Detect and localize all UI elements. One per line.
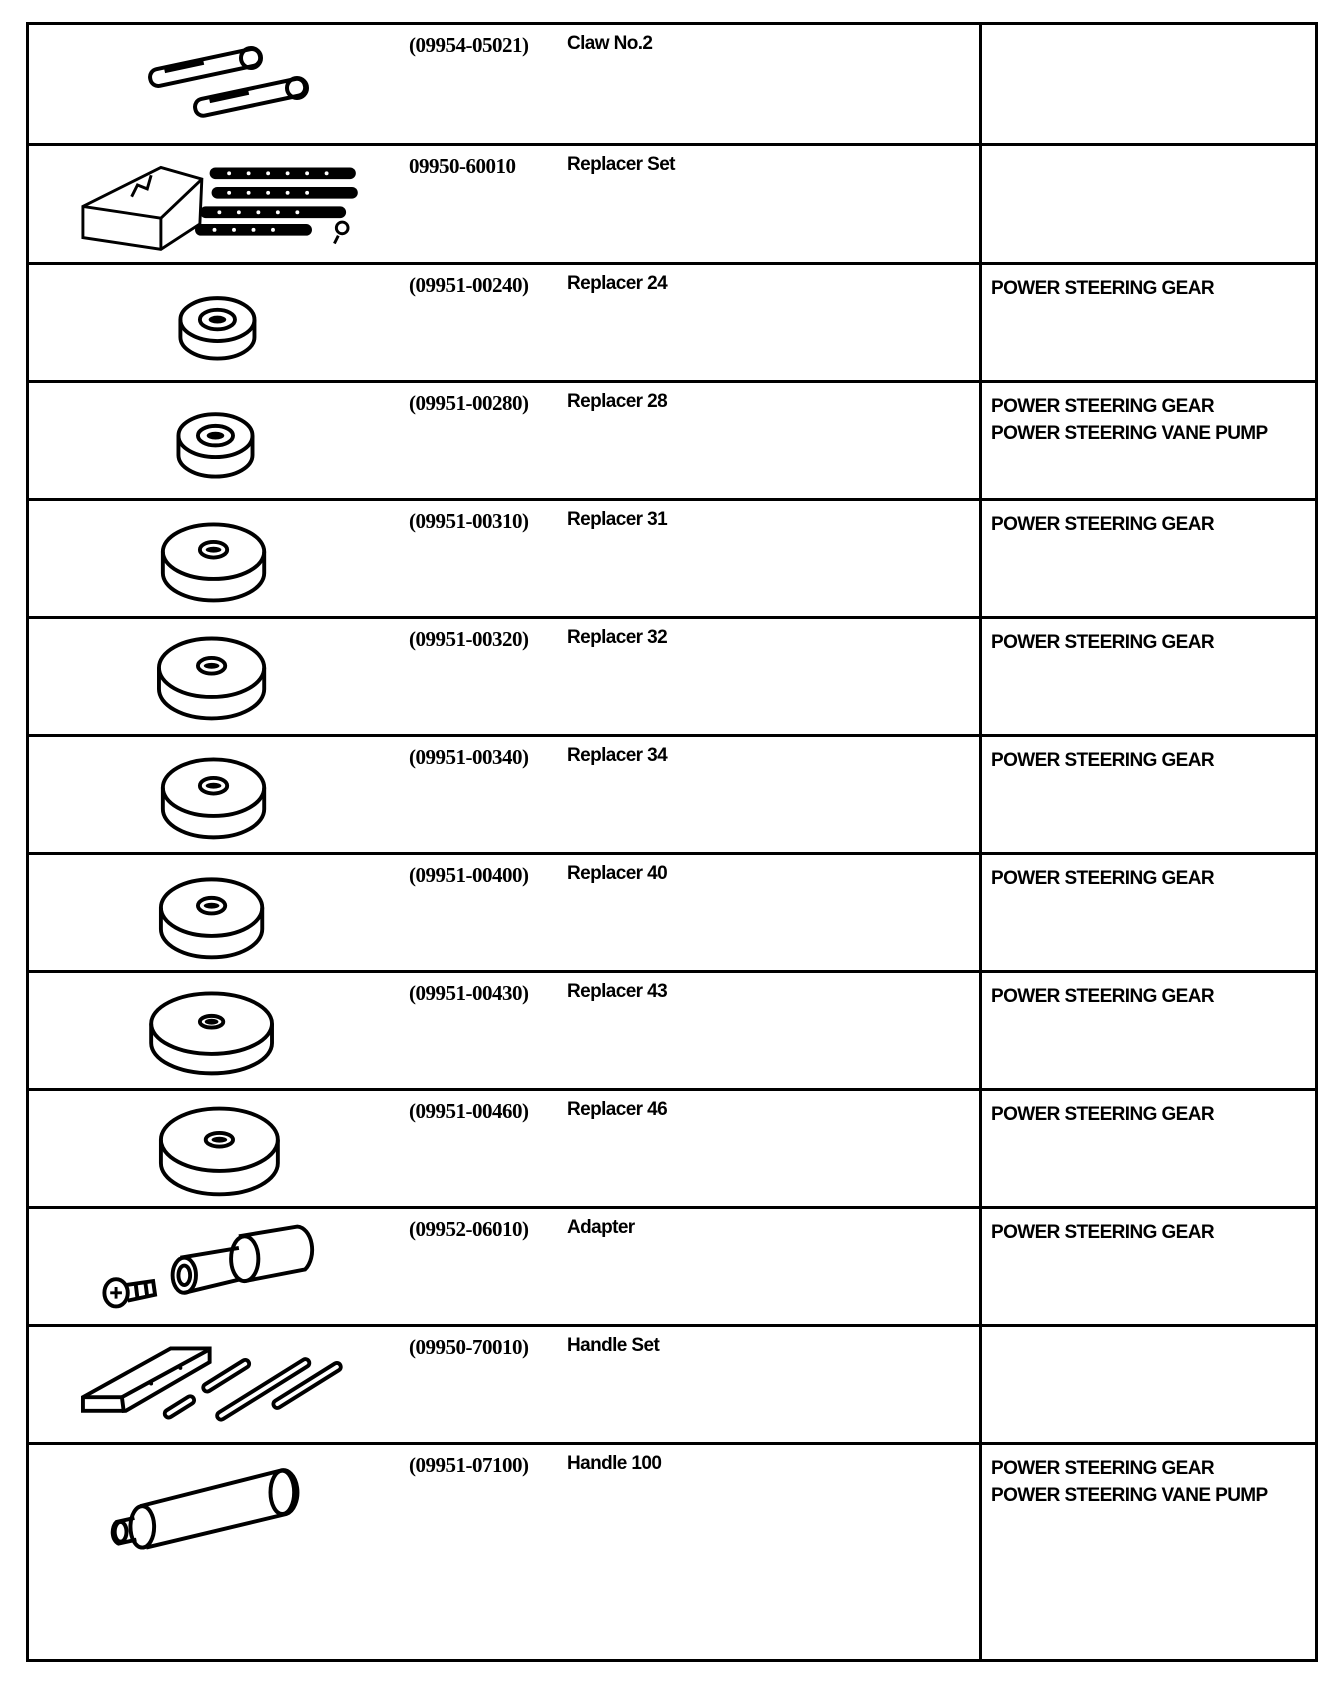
tool-code: (09951-00320) xyxy=(409,627,529,651)
application-item: POWER STEERING GEAR xyxy=(991,1458,1214,1479)
tool-row xyxy=(29,616,1315,734)
claw-icon xyxy=(49,25,419,143)
tool-code: (09951-00340) xyxy=(409,745,529,769)
tool-code: (09952-06010) xyxy=(409,1217,529,1241)
replacer-disc-icon xyxy=(49,501,419,616)
application-item: POWER STEERING GEAR xyxy=(991,1104,1214,1125)
application-list xyxy=(991,275,1214,302)
column-divider xyxy=(979,146,982,262)
tool-name: Replacer Set xyxy=(567,154,675,175)
tool-code: (09951-00240) xyxy=(409,273,529,297)
tool-name: Replacer 34 xyxy=(567,745,668,766)
tool-code: (09951-00430) xyxy=(409,981,529,1005)
replacer-disc-icon xyxy=(49,265,419,380)
tool-code: (09951-00310) xyxy=(409,509,529,533)
application-item: POWER STEERING GEAR xyxy=(991,986,1214,1007)
replacer-disc-icon xyxy=(49,973,419,1088)
application-list xyxy=(991,983,1214,1010)
application-item: POWER STEERING GEAR xyxy=(991,278,1214,299)
tool-code: (09950-70010) xyxy=(409,1335,529,1359)
tool-name: Handle 100 xyxy=(567,1453,662,1474)
column-divider xyxy=(979,25,982,143)
tool-row xyxy=(29,143,1315,262)
tool-code: 09950-60010 xyxy=(409,154,516,178)
tool-code: (09951-00400) xyxy=(409,863,529,887)
application-list xyxy=(991,1455,1268,1509)
application-item: POWER STEERING GEAR xyxy=(991,1222,1214,1243)
tool-code: (09951-00460) xyxy=(409,1099,529,1123)
tool-name: Replacer 28 xyxy=(567,391,668,412)
tool-name: Claw No.2 xyxy=(567,33,653,54)
application-list xyxy=(991,865,1214,892)
tool-name: Replacer 31 xyxy=(567,509,668,530)
handle-icon xyxy=(49,1445,419,1659)
adapter-icon xyxy=(49,1209,419,1324)
tool-code: (09954-05021) xyxy=(409,33,529,57)
tool-name: Handle Set xyxy=(567,1335,660,1356)
replacer-disc-icon xyxy=(49,737,419,852)
tool-name: Adapter xyxy=(567,1217,635,1238)
column-divider xyxy=(979,619,982,734)
tool-row xyxy=(29,25,1315,143)
application-list xyxy=(991,393,1268,447)
column-divider xyxy=(979,1209,982,1324)
tool-name: Replacer 24 xyxy=(567,273,668,294)
column-divider xyxy=(979,1445,982,1659)
replacer-disc-icon xyxy=(49,855,419,970)
replacer-disc-icon xyxy=(49,383,419,498)
tool-row xyxy=(29,380,1315,498)
tool-name: Replacer 32 xyxy=(567,627,668,648)
column-divider xyxy=(979,973,982,1088)
tool-row xyxy=(29,1324,1315,1442)
replacer-disc-icon xyxy=(49,1091,419,1206)
special-service-tools-table xyxy=(26,22,1318,1662)
tool-code: (09951-00280) xyxy=(409,391,529,415)
application-item: POWER STEERING GEAR xyxy=(991,514,1214,535)
handle-set-icon xyxy=(49,1327,419,1442)
column-divider xyxy=(979,501,982,616)
tool-name: Replacer 46 xyxy=(567,1099,668,1120)
tool-row xyxy=(29,852,1315,970)
column-divider xyxy=(979,383,982,498)
tool-name: Replacer 40 xyxy=(567,863,668,884)
tool-row xyxy=(29,262,1315,380)
column-divider xyxy=(979,1091,982,1206)
column-divider xyxy=(979,855,982,970)
tool-row xyxy=(29,498,1315,616)
application-item: POWER STEERING VANE PUMP xyxy=(991,423,1268,444)
application-item: POWER STEERING GEAR xyxy=(991,396,1214,417)
column-divider xyxy=(979,1327,982,1442)
application-list xyxy=(991,747,1214,774)
replacer-disc-icon xyxy=(49,619,419,734)
application-list xyxy=(991,511,1214,538)
column-divider xyxy=(979,737,982,852)
application-list xyxy=(991,1101,1214,1128)
tool-row xyxy=(29,1442,1315,1659)
application-list xyxy=(991,629,1214,656)
tool-row xyxy=(29,970,1315,1088)
column-divider xyxy=(979,265,982,380)
tool-row xyxy=(29,1206,1315,1324)
tool-code: (09951-07100) xyxy=(409,1453,529,1477)
tool-row xyxy=(29,1088,1315,1206)
application-item: POWER STEERING GEAR xyxy=(991,750,1214,771)
application-item: POWER STEERING VANE PUMP xyxy=(991,1485,1268,1506)
application-item: POWER STEERING GEAR xyxy=(991,868,1214,889)
tool-row xyxy=(29,734,1315,852)
application-item: POWER STEERING GEAR xyxy=(991,632,1214,653)
replacer-set-icon xyxy=(49,146,419,262)
tool-name: Replacer 43 xyxy=(567,981,668,1002)
application-list xyxy=(991,1219,1214,1246)
